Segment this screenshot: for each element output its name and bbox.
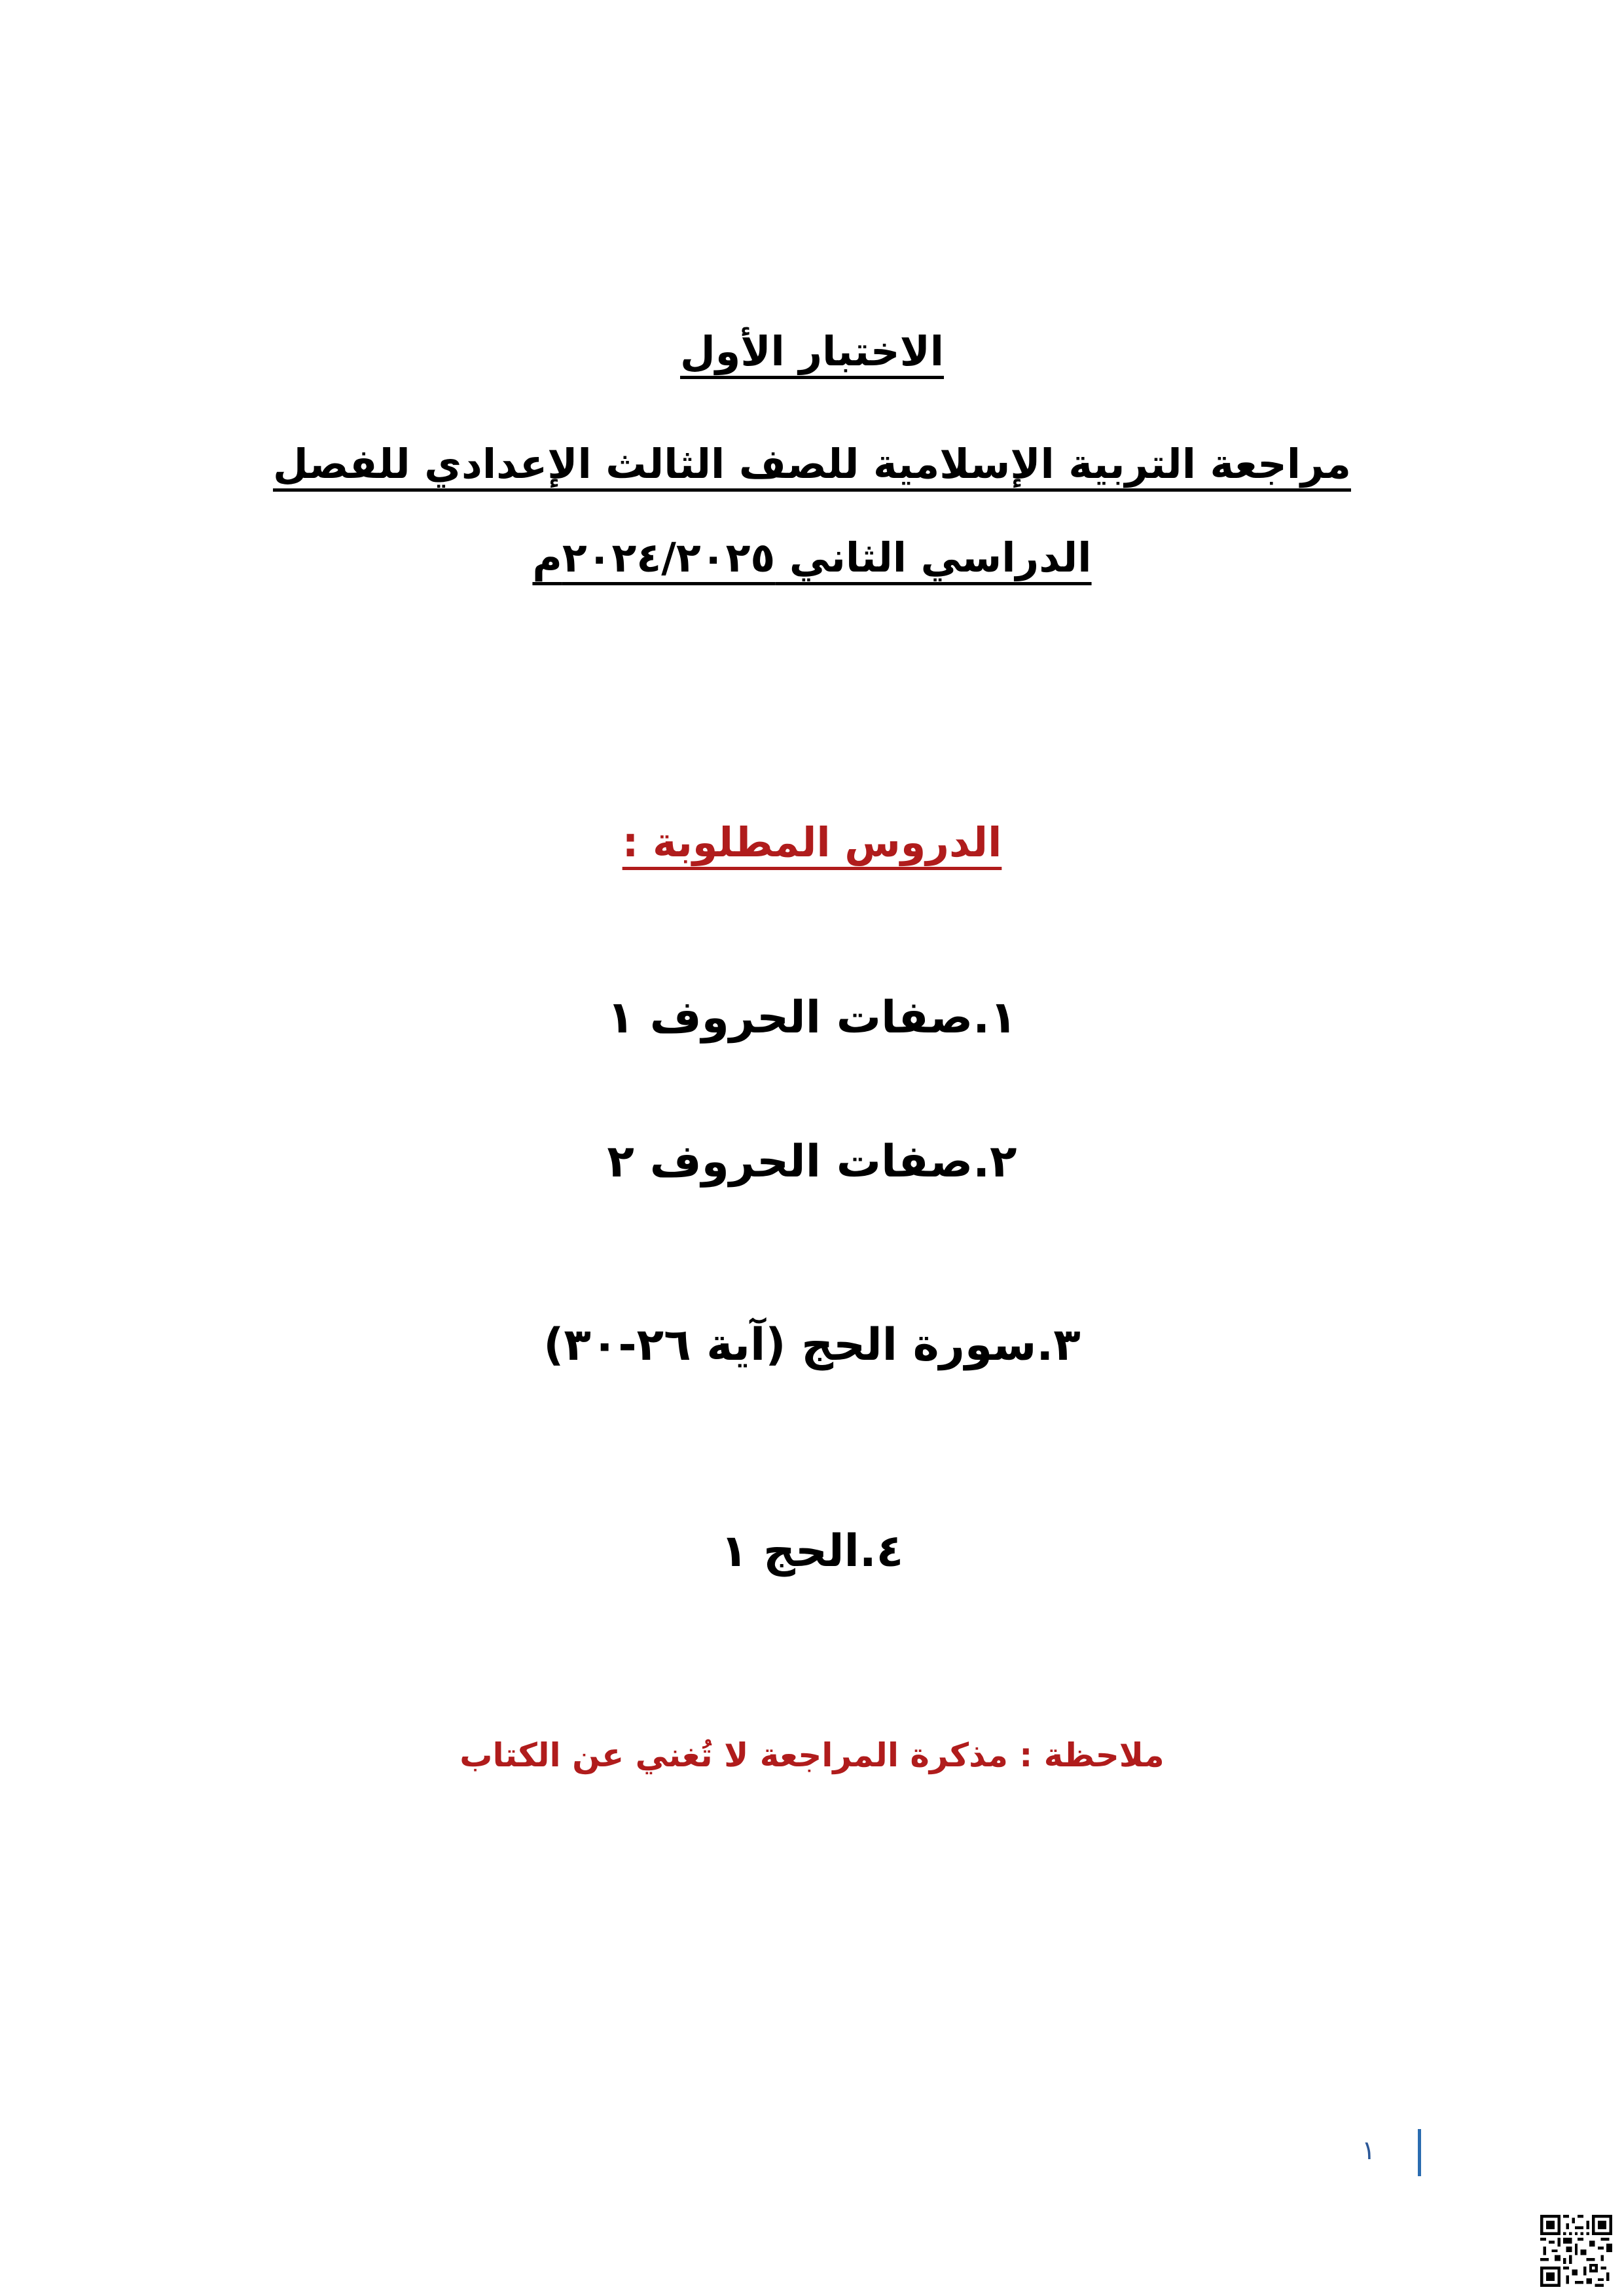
test-title: الاختبار الأول — [679, 327, 945, 375]
qr-code-icon — [1540, 2215, 1612, 2287]
lesson-item: ٣.سورة الحج (آية ٢٦-٣٠) — [543, 1319, 1081, 1371]
page-number-divider — [1418, 2129, 1421, 2176]
lesson-item: ١.صفات الحروف ١ — [607, 992, 1017, 1044]
lesson-item: ٤.الحج ١ — [720, 1525, 904, 1577]
page-number: ١ — [1362, 2136, 1376, 2166]
review-note: ملاحظة : مذكرة المراجعة لا تُغني عن الكتاب — [460, 1736, 1164, 1774]
review-title-line-2: الدراسي الثاني ٢٠٢٤/٢٠٢٥م — [532, 534, 1092, 581]
lesson-item: ٢.صفات الحروف ٢ — [607, 1136, 1017, 1188]
lessons-heading: الدروس المطلوبة : — [622, 818, 1002, 866]
review-title-line-1: مراجعة التربية الإسلامية للصف الثالث الإعدادي للفصل — [272, 440, 1352, 488]
